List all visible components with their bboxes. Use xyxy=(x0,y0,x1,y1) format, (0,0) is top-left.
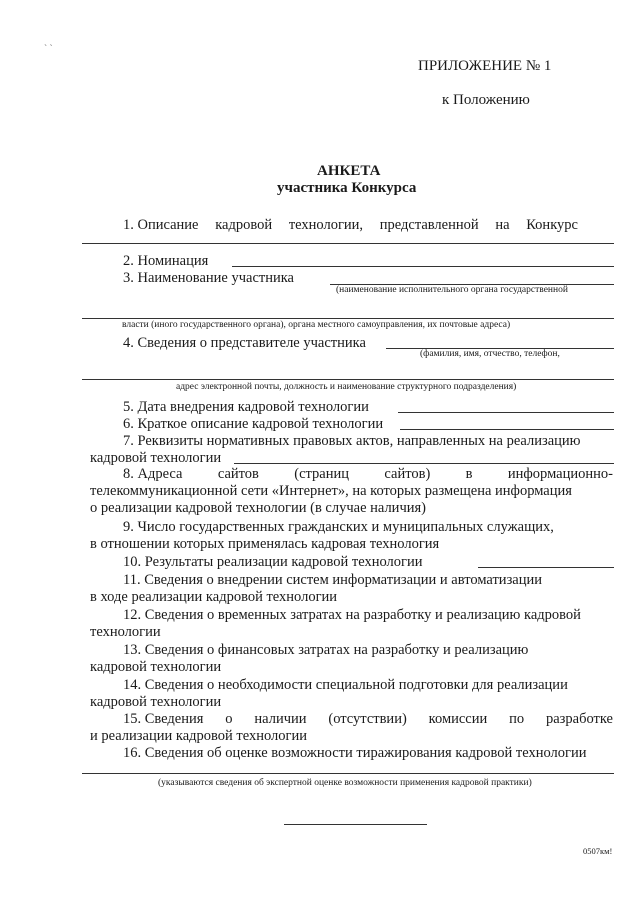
item-3-note-2: власти (иного государственного органа), органа местного самоуправления, их почтовые адреса) xyxy=(122,320,511,330)
item-8-line-2: телекоммуникационной сети «Интернет», на которых размещена информация xyxy=(90,483,572,499)
item-12-line-1: 12. Сведения о временных затратах на разработку и реализацию кадровой xyxy=(123,607,581,623)
item-14-line-1: 14. Сведения о необходимости специальной подготовки для реализации xyxy=(123,677,568,693)
item-1: 1. Описание кадровой технологии, представленной на Конкурс xyxy=(123,217,578,233)
item-7-line-2: кадровой технологии xyxy=(90,450,222,466)
item-16: 16. Сведения об оценке возможности тиражирования кадровой технологии xyxy=(123,745,587,761)
item-10-fill-line xyxy=(478,567,614,568)
item-13-line-2: кадровой технологии xyxy=(90,659,222,675)
item-2: 2. Номинация xyxy=(123,253,209,269)
appendix-number: ПРИЛОЖЕНИЕ № 1 xyxy=(418,58,552,74)
scan-marks: ` ` xyxy=(44,44,53,54)
item-4: 4. Сведения о представителе участника xyxy=(123,335,366,351)
item-7-fill-line xyxy=(234,463,614,464)
item-5: 5. Дата внедрения кадровой технологии xyxy=(123,399,369,415)
item-3-fill-line-2 xyxy=(82,318,614,319)
item-4-note: (фамилия, имя, отчество, телефон, xyxy=(420,349,560,359)
item-5-fill-line xyxy=(398,412,614,413)
item-1-fill-line xyxy=(82,243,614,244)
item-6: 6. Краткое описание кадровой технологии xyxy=(123,416,384,432)
item-10: 10. Результаты реализации кадровой технологии xyxy=(123,554,423,570)
footer-code: 0507км! xyxy=(583,846,613,856)
item-9-line-2: в отношении которых применялась кадровая технология xyxy=(90,536,440,552)
item-3-note: (наименование исполнительного органа государственной xyxy=(336,285,568,295)
item-3: 3. Наименование участника xyxy=(123,270,294,286)
item-2-fill-line xyxy=(232,266,614,267)
item-13-line-1: 13. Сведения о финансовых затратах на разработку и реализацию xyxy=(123,642,529,658)
form-subtitle: участника Конкурса xyxy=(277,180,417,196)
item-12-line-2: технологии xyxy=(90,624,161,640)
item-15-line-1: 15. Сведения о наличии (отсутствии) комиссии по разработке xyxy=(123,711,613,727)
item-16-note: (указываются сведения об экспертной оценке возможности применения кадровой практики) xyxy=(158,778,532,788)
signature-line xyxy=(284,824,427,825)
item-8-line-1: 8. Адреса сайтов (страниц сайтов) в информационно- xyxy=(123,466,613,482)
appendix-to-regulation: к Положению xyxy=(442,92,530,108)
item-8-line-3: о реализации кадровой технологии (в случае наличия) xyxy=(90,500,426,516)
item-11-line-2: в ходе реализации кадровой технологии xyxy=(90,589,338,605)
item-14-line-2: кадровой технологии xyxy=(90,694,222,710)
item-4-fill-line-2 xyxy=(82,379,614,380)
item-6-fill-line xyxy=(400,429,614,430)
item-9-line-1: 9. Число государственных гражданских и муниципальных служащих, xyxy=(123,519,554,535)
item-15-line-2: и реализации кадровой технологии xyxy=(90,728,307,744)
item-7-line-1: 7. Реквизиты нормативных правовых актов, направленных на реализацию xyxy=(123,433,581,449)
item-11-line-1: 11. Сведения о внедрении систем информатизации и автоматизации xyxy=(123,572,543,588)
item-16-fill-line xyxy=(82,773,614,774)
item-4-note-2: адрес электронной почты, должность и наименование структурного подразделения) xyxy=(176,382,517,392)
form-title: АНКЕТА xyxy=(317,163,381,179)
